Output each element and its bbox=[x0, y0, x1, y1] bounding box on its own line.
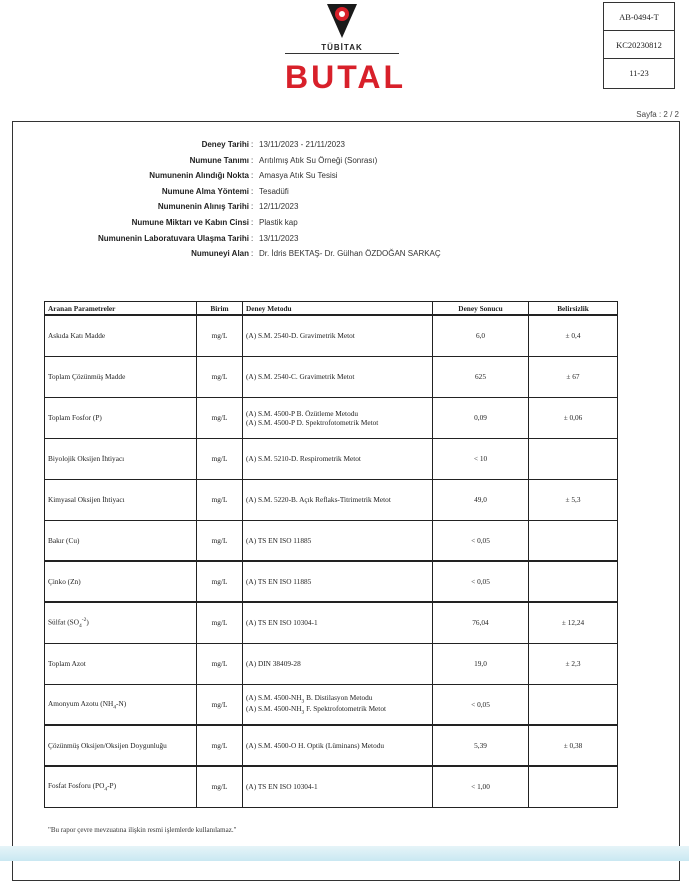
cell-unit: mg/L bbox=[197, 438, 243, 479]
cell-result: 0,09 bbox=[433, 397, 529, 438]
cell-uncertainty: ± 0,4 bbox=[529, 315, 618, 356]
cell-unit: mg/L bbox=[197, 520, 243, 561]
table-row bbox=[45, 356, 618, 397]
cell-unit: mg/L bbox=[197, 315, 243, 356]
cell-method: (A) TS EN ISO 10304-1 bbox=[243, 602, 433, 643]
cell-method: (A) TS EN ISO 10304-1 bbox=[243, 766, 433, 807]
cell-result: 6,0 bbox=[433, 315, 529, 356]
lab-name: BUTAL bbox=[285, 59, 407, 95]
bottom-band bbox=[0, 846, 689, 861]
cell-unit: mg/L bbox=[197, 766, 243, 807]
footnote: "Bu rapor çevre mevzuatına ilişkin resmi işlemlerde kullanılamaz." bbox=[48, 826, 237, 834]
info-colon: : bbox=[251, 202, 254, 212]
table-header-row bbox=[45, 302, 618, 316]
cell-result: < 1,00 bbox=[433, 766, 529, 807]
info-row bbox=[0, 171, 689, 187]
table-row bbox=[45, 479, 618, 520]
cell-method: (A) TS EN ISO 11885 bbox=[243, 520, 433, 561]
cell-uncertainty bbox=[529, 438, 618, 479]
cell-result: < 10 bbox=[433, 438, 529, 479]
org-name: TÜBİTAK bbox=[285, 43, 399, 54]
cell-parameter: Çözünmüş Oksijen/Oksijen Doygunluğu bbox=[45, 725, 197, 766]
info-colon: : bbox=[251, 140, 254, 149]
cell-method: (A) S.M. 5220-B. Açık Reflaks-Titrimetrik Metot bbox=[243, 479, 433, 520]
info-value: Amasya Atık Su Tesisi bbox=[259, 171, 338, 181]
cell-uncertainty: ± 2,3 bbox=[529, 643, 618, 684]
table-row bbox=[45, 725, 618, 766]
info-colon: : bbox=[251, 249, 254, 259]
cell-uncertainty: ± 12,24 bbox=[529, 602, 618, 643]
info-label: Numune Tanımı bbox=[189, 155, 249, 165]
table-row bbox=[45, 397, 618, 438]
info-label: Numuneyi Alan bbox=[191, 249, 249, 259]
info-label: Numunenin Alındığı Nokta bbox=[149, 171, 249, 181]
info-label: Numune Alma Yöntemi bbox=[161, 186, 249, 196]
cell-unit: mg/L bbox=[197, 561, 243, 602]
cell-unit: mg/L bbox=[197, 479, 243, 520]
table-row bbox=[45, 315, 618, 356]
cell-parameter: Toplam Çözünmüş Madde bbox=[45, 356, 197, 397]
info-value: Plastik kap bbox=[259, 217, 298, 227]
info-label: Numunenin Alınış Tarihi bbox=[157, 202, 249, 212]
header-parameter: Aranan Parametreler bbox=[45, 302, 197, 316]
header-result: Deney Sonucu bbox=[433, 302, 529, 316]
cell-unit: mg/L bbox=[197, 602, 243, 643]
info-colon: : bbox=[251, 155, 254, 165]
cell-uncertainty bbox=[529, 766, 618, 807]
report-code: KC20230812 bbox=[604, 31, 674, 59]
cell-parameter: Biyolojik Oksijen İhtiyacı bbox=[45, 438, 197, 479]
header-unit: Birim bbox=[197, 302, 243, 316]
table-row bbox=[45, 684, 618, 725]
doc-code: AB-0494-T bbox=[604, 3, 674, 31]
cell-parameter: Askıda Katı Madde bbox=[45, 315, 197, 356]
info-colon: : bbox=[251, 233, 254, 243]
cell-parameter: Fosfat Fosforu $(PO_4-P)$ bbox=[45, 766, 197, 807]
info-colon: : bbox=[251, 217, 254, 227]
cell-parameter: Bakır (Cu) bbox=[45, 520, 197, 561]
info-value: Tesadüfi bbox=[259, 186, 289, 196]
cell-uncertainty bbox=[529, 520, 618, 561]
cell-parameter: Toplam Fosfor (P) bbox=[45, 397, 197, 438]
info-row bbox=[0, 187, 689, 203]
cell-parameter: Kimyasal Oksijen İhtiyacı bbox=[45, 479, 197, 520]
cell-method: (A) TS EN ISO 11885 bbox=[243, 561, 433, 602]
cell-unit: mg/L bbox=[197, 397, 243, 438]
header-uncertainty: Belirsizlik bbox=[529, 302, 618, 316]
table-row bbox=[45, 766, 618, 807]
table-row bbox=[45, 520, 618, 561]
cell-unit: mg/L bbox=[197, 356, 243, 397]
info-colon: : bbox=[251, 186, 254, 196]
info-row bbox=[0, 218, 689, 234]
info-label: Deney Tarihi bbox=[201, 140, 249, 149]
cell-result: 625 bbox=[433, 356, 529, 397]
results-table bbox=[44, 301, 618, 808]
info-row bbox=[0, 202, 689, 218]
info-row bbox=[0, 249, 689, 265]
issue-code: 11-23 bbox=[629, 68, 649, 78]
table-row bbox=[45, 643, 618, 684]
header-method: Deney Metodu bbox=[243, 302, 433, 316]
cell-result: < 0,05 bbox=[433, 520, 529, 561]
cell-uncertainty: ± 67 bbox=[529, 356, 618, 397]
cell-uncertainty bbox=[529, 684, 618, 725]
cell-parameter: Toplam Azot bbox=[45, 643, 197, 684]
info-label: Numunenin Laboratuvara Ulaşma Tarihi bbox=[98, 233, 249, 243]
cell-result: 76,04 bbox=[433, 602, 529, 643]
info-row bbox=[0, 234, 689, 250]
info-value: 12/11/2023 bbox=[259, 202, 299, 212]
cell-method: (A) S.M. 4500-P B. Özütleme Metodu (A) S.M. 4500-P D. Spektrofotometrik Metot bbox=[243, 397, 433, 438]
cell-parameter: Sülfat $(SO_4^{-2})$ bbox=[45, 602, 197, 643]
info-value: Dr. İdris BEKTAŞ- Dr. Gülhan ÖZDOĞAN SARKAÇ bbox=[259, 249, 441, 259]
table-row bbox=[45, 602, 618, 643]
cell-method: (A) DIN 38409-28 bbox=[243, 643, 433, 684]
cell-uncertainty: ± 0,38 bbox=[529, 725, 618, 766]
table-row bbox=[45, 561, 618, 602]
info-value: 13/11/2023 bbox=[259, 233, 299, 243]
cell-unit: mg/L bbox=[197, 725, 243, 766]
cell-uncertainty: ± 5,3 bbox=[529, 479, 618, 520]
info-value: 13/11/2023 - 21/11/2023 bbox=[259, 140, 345, 149]
info-row bbox=[0, 156, 689, 172]
cell-unit: mg/L bbox=[197, 643, 243, 684]
cell-unit: mg/L bbox=[197, 684, 243, 725]
page-number: Sayfa : 2 / 2 bbox=[636, 110, 679, 119]
cell-method: (A) S.M. 2540-D. Gravimetrik Metot bbox=[243, 315, 433, 356]
cell-result: 5,39 bbox=[433, 725, 529, 766]
cell-result: 19,0 bbox=[433, 643, 529, 684]
cell-method: (A) S.M. 5210-D. Respirometrik Metot bbox=[243, 438, 433, 479]
cell-uncertainty bbox=[529, 561, 618, 602]
table-row bbox=[45, 438, 618, 479]
cell-result: < 0,05 bbox=[433, 684, 529, 725]
cell-uncertainty: ± 0,06 bbox=[529, 397, 618, 438]
info-colon: : bbox=[251, 171, 254, 181]
info-label: Numune Miktarı ve Kabın Cinsi bbox=[131, 217, 249, 227]
cell-parameter: Amonyum Azotu $(NH_4-N)$ bbox=[45, 684, 197, 725]
document-code-box bbox=[603, 2, 675, 89]
cell-parameter: Çinko (Zn) bbox=[45, 561, 197, 602]
cell-method: (A) S.M. $4500-NH_3$ B. Distilasyon Metodu (A) S.M. $4500-NH_3$ F. Spektrofotometrik Metot bbox=[243, 684, 433, 725]
cell-result: 49,0 bbox=[433, 479, 529, 520]
cell-method: (A) S.M. 4500-O H. Optik (Lüminans) Metodu bbox=[243, 725, 433, 766]
info-value: Arıtılmış Atık Su Örneği (Sonrası) bbox=[259, 155, 378, 165]
cell-method: (A) S.M. 2540-C. Gravimetrik Metot bbox=[243, 356, 433, 397]
sample-info bbox=[0, 140, 689, 265]
info-row bbox=[0, 140, 689, 156]
cell-result: < 0,05 bbox=[433, 561, 529, 602]
